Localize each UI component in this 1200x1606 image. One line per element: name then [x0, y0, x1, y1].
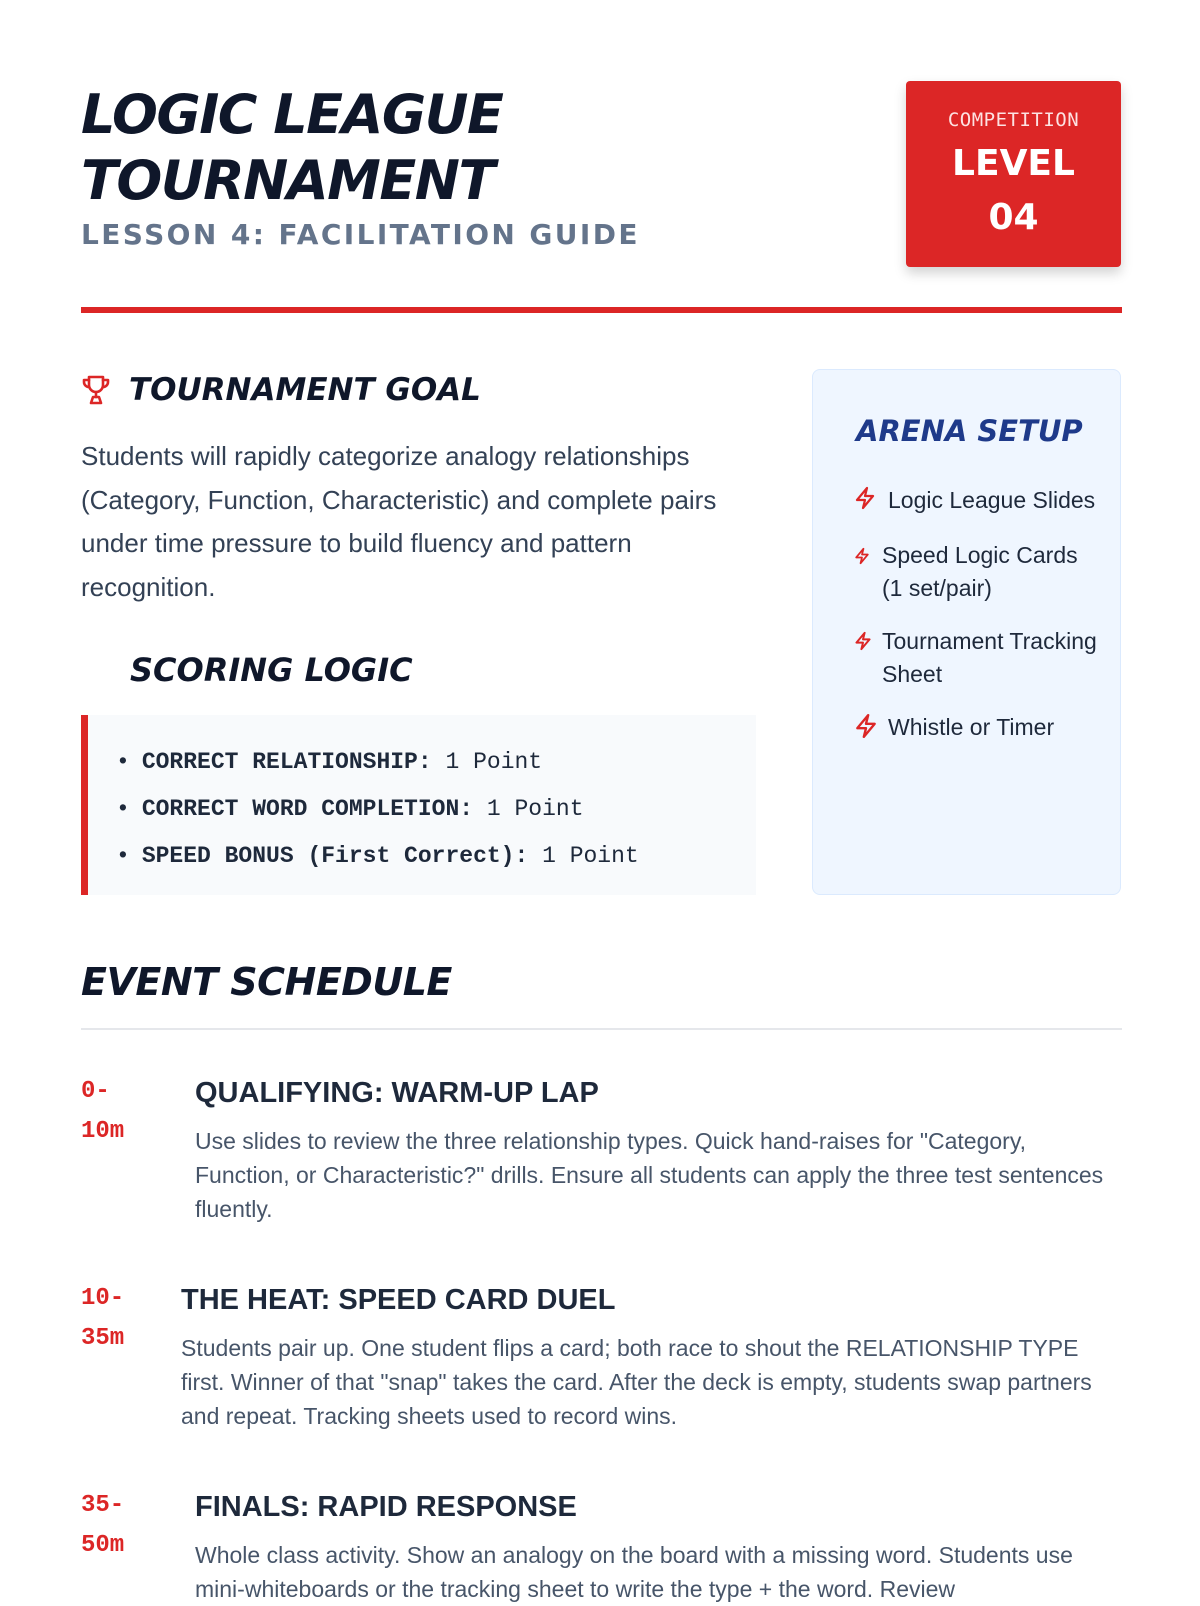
lightning-icon	[854, 539, 882, 574]
header-divider	[81, 307, 1122, 313]
scoring-item	[116, 786, 756, 833]
bullet: •	[116, 749, 130, 775]
event-time-start: 0-	[81, 1078, 110, 1105]
scoring-item	[116, 833, 756, 880]
arena-item-label: Speed Logic Cards (1 set/pair)	[882, 542, 1078, 601]
badge-level	[906, 137, 1121, 245]
arena-item-label: Tournament Tracking Sheet	[882, 628, 1097, 687]
scoring-item-value: 1 Point	[486, 796, 584, 822]
event-description: Whole class activity. Show an analogy on the board with a missing word. Students use mini-whiteboards or the tracking sheet to write the type + the word. Review	[195, 1542, 1073, 1602]
goal-description: Students will rapidly categorize analogy relationships (Category, Function, Characteristic) and complete pairs under time pressure to build fluency and pattern recognition.	[81, 441, 717, 602]
goal-heading	[81, 372, 481, 408]
lightning-icon	[854, 484, 888, 519]
scoring-heading: SCORING LOGIC	[130, 651, 413, 689]
event-title: FINALS: RAPID RESPONSE	[195, 1491, 577, 1523]
scoring-item	[116, 739, 756, 786]
competition-level-badge	[906, 81, 1121, 267]
scoring-item-value: 1 Point	[542, 843, 639, 869]
arena-item	[854, 711, 1104, 748]
bullet: •	[116, 796, 130, 822]
event-time	[81, 1279, 151, 1359]
scoring-list-box	[81, 715, 756, 895]
event-time-end: 50m	[81, 1532, 125, 1559]
event-time	[81, 1072, 151, 1152]
event-description: Use slides to review the three relationship types. Quick hand-raises for "Category, Function, or Characteristic?" drills. Ensure all students can apply the three test sentences fluently.	[195, 1128, 1104, 1222]
badge-level-number: 04	[988, 197, 1039, 238]
scoring-item-label: SPEED BONUS (First Correct):	[141, 843, 529, 869]
schedule-heading: EVENT SCHEDULE	[81, 960, 452, 1004]
event-time-start: 10-	[81, 1285, 125, 1312]
scoring-list	[116, 739, 756, 880]
event-time	[81, 1486, 151, 1566]
arena-item-label: Logic League Slides	[888, 487, 1096, 513]
event-description: Students pair up. One student flips a card; both race to shout the RELATIONSHIP TYPE first. Winner of that "snap" takes the card. After the deck is empty, students swap partners and repeat. Tracking sheets used to record wins.	[181, 1335, 1092, 1429]
event-time-start: 35-	[81, 1492, 125, 1519]
event-time-end: 35m	[81, 1325, 125, 1352]
arena-item	[854, 539, 1104, 605]
bullet: •	[116, 843, 130, 869]
arena-list	[854, 484, 1104, 768]
lightning-icon	[854, 625, 882, 660]
goal-heading-text: TOURNAMENT GOAL	[129, 372, 481, 408]
event-title: QUALIFYING: WARM-UP LAP	[195, 1077, 599, 1109]
lightning-icon	[854, 711, 888, 748]
badge-level-word: LEVEL	[952, 143, 1075, 184]
trophy-icon	[81, 374, 111, 406]
page-title	[81, 82, 502, 214]
arena-setup-panel	[812, 369, 1121, 895]
event-title: THE HEAT: SPEED CARD DUEL	[181, 1284, 616, 1316]
scoring-item-label: CORRECT RELATIONSHIP:	[141, 749, 432, 775]
event-time-end: 10m	[81, 1118, 125, 1145]
schedule-divider	[81, 1028, 1122, 1030]
arena-item	[854, 484, 1104, 519]
scoring-item-label: CORRECT WORD COMPLETION:	[141, 796, 474, 822]
arena-item	[854, 625, 1104, 691]
page-subtitle: LESSON 4: FACILITATION GUIDE	[81, 218, 640, 251]
arena-item-label: Whistle or Timer	[888, 714, 1055, 740]
arena-heading: ARENA SETUP	[856, 414, 1083, 448]
title-line-2: TOURNAMENT	[81, 149, 494, 212]
title-line-1: LOGIC LEAGUE	[81, 83, 503, 146]
scoring-item-value: 1 Point	[445, 749, 543, 775]
badge-label: COMPETITION	[947, 109, 1080, 131]
